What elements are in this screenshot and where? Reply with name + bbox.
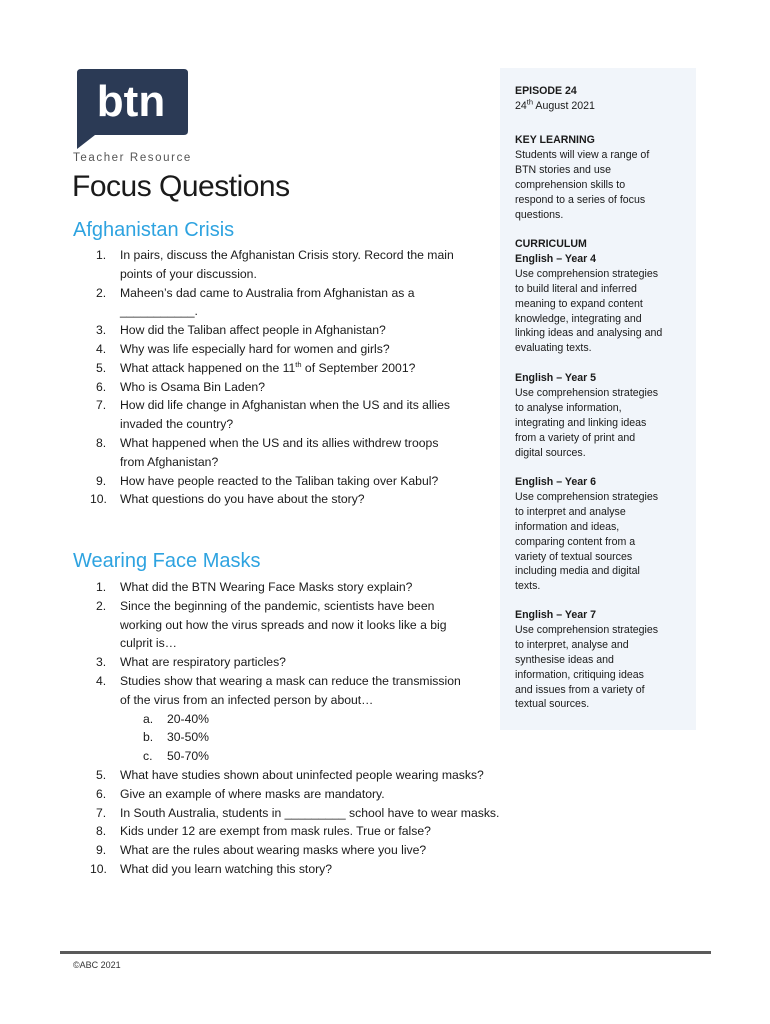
list-item: 1. What did the BTN Wearing Face Masks story explain? bbox=[96, 580, 413, 594]
list-item: 4. Why was life especially hard for women and girls? bbox=[96, 341, 390, 356]
curriculum-year-5: English – Year 5 Use comprehension strategies to analyse information, integrating and linking ideas from a variety of print and digital sources. bbox=[515, 372, 659, 459]
option-item: c. 50-70% bbox=[143, 749, 210, 764]
list-item: 9. How have people reacted to the Taliban taking over Kabul? bbox=[96, 473, 439, 488]
episode-date: 24th August 2021 bbox=[515, 97, 595, 112]
list-item: 8. What happened when the US and its allies withdrew troops from Afghanistan? bbox=[96, 435, 439, 469]
afghanistan-question-list bbox=[73, 246, 493, 509]
list-item: 7. How did life change in Afghanistan when the US and its allies invaded the country? bbox=[96, 398, 450, 432]
curriculum-year-4: CURRICULUM English – Year 4 Use comprehension strategies to build literal and inferred meaning to expand content knowledge, integrating and linking ideas and analysing and evaluating texts. bbox=[515, 237, 685, 356]
list-item: 2. Maheen’s dad came to Australia from Afghanistan as a ___________. bbox=[96, 285, 415, 319]
list-item: 10. What questions do you have about the story? bbox=[90, 492, 365, 507]
teacher-resource-label: Teacher Resource bbox=[73, 152, 192, 164]
page-title: Focus Questions bbox=[72, 170, 290, 203]
list-item: 8. Kids under 12 are exempt from mask rules. True or false? bbox=[96, 824, 431, 839]
logo-text: btn bbox=[96, 77, 166, 126]
list-item: 10. What did you learn watching this story? bbox=[90, 861, 333, 876]
curriculum-year-7: English – Year 7 Use comprehension strategies to interpret, analyse and synthesise ideas and information, critiquing ideas and issues from a variety of textual sources. bbox=[515, 609, 659, 711]
episode-label: EPISODE 24 bbox=[515, 85, 577, 97]
list-item: 3. What are respiratory particles? bbox=[96, 655, 286, 670]
section-title-afghanistan: Afghanistan Crisis bbox=[73, 219, 235, 241]
section-title-face-masks: Wearing Face Masks bbox=[73, 550, 261, 572]
episode-info bbox=[515, 84, 685, 114]
option-item: a. 20-40% bbox=[143, 711, 210, 726]
list-item: 1. In pairs, discuss the Afghanistan Crisis story. Record the main points of your discussion. bbox=[96, 248, 454, 281]
list-item: 2. Since the beginning of the pandemic, scientists have been working out how the virus spreads and now it looks like a big culprit is… bbox=[96, 598, 447, 651]
key-learning-heading: KEY LEARNING bbox=[515, 134, 595, 146]
curriculum-year-6: English – Year 6 Use comprehension strategies to interpret and analyse information and ideas, comparing content from a variety of textual sources including media and digital texts. bbox=[515, 476, 659, 593]
list-item: 5. What have studies shown about uninfected people wearing masks? bbox=[96, 767, 484, 782]
list-item: 5. What attack happened on the 11th of September 2001? bbox=[96, 359, 416, 375]
list-item: 7. In South Australia, students in _________ school have to wear masks. bbox=[96, 805, 500, 820]
btn-logo bbox=[73, 69, 188, 149]
list-item: 6. Who is Osama Bin Laden? bbox=[96, 379, 265, 394]
answer-options bbox=[120, 710, 533, 766]
key-learning: KEY LEARNING Students will view a range of BTN stories and use comprehension skills to respond to a series of focus questions. bbox=[515, 133, 685, 222]
copyright: ©ABC 2021 bbox=[73, 960, 121, 970]
list-item: 6. Give an example of where masks are mandatory. bbox=[96, 786, 385, 801]
curriculum-heading: CURRICULUM bbox=[515, 238, 587, 250]
list-item: 4. Studies show that wearing a mask can reduce the transmission of the virus from an infected person by about… a. 20-40% b. 30-50% c. 50-70% bbox=[73, 672, 533, 766]
list-item: 3. How did the Taliban affect people in Afghanistan? bbox=[96, 323, 386, 338]
option-item: b. 30-50% bbox=[143, 730, 210, 745]
list-item: 9. What are the rules about wearing masks where you live? bbox=[96, 843, 427, 858]
footer-divider bbox=[60, 951, 711, 954]
face-masks-question-list bbox=[73, 578, 533, 879]
